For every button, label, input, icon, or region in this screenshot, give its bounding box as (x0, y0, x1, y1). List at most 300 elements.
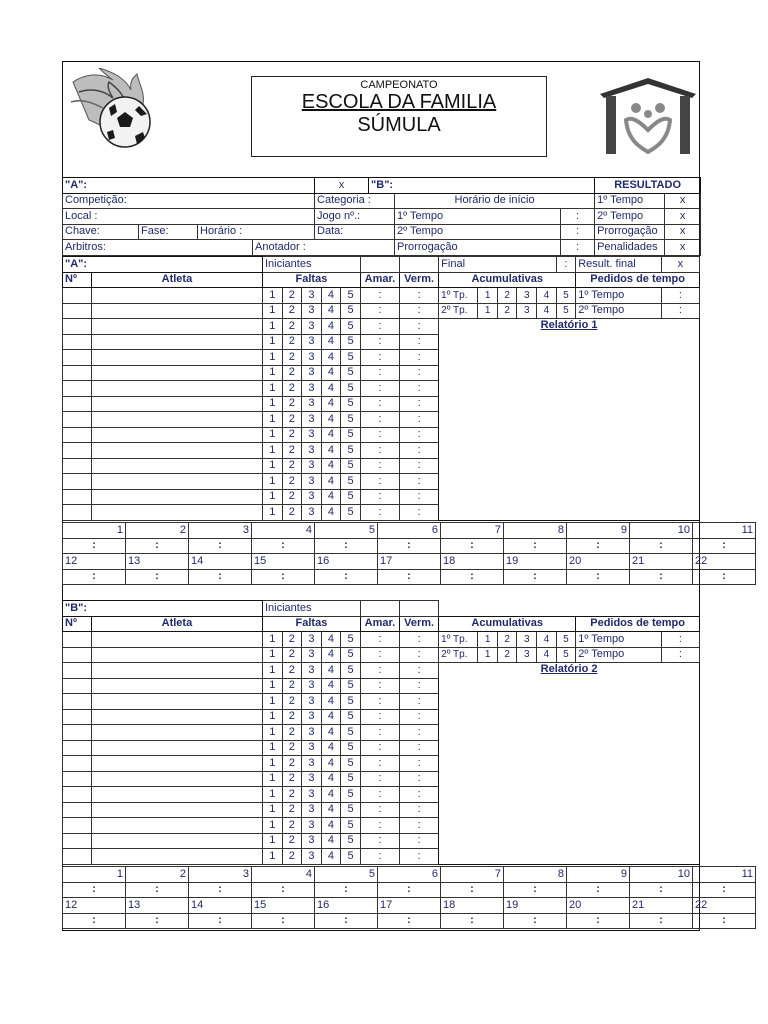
foul-2-cell[interactable]: 2 (282, 350, 302, 366)
amarelo-cell[interactable]: : (360, 505, 399, 521)
iniciantes-verm-cell[interactable] (400, 257, 439, 273)
foul-2-cell[interactable]: 2 (282, 756, 302, 772)
score-time-cell[interactable]: : (126, 569, 189, 585)
amarelo-cell[interactable]: : (360, 849, 399, 865)
acc-4-cell[interactable]: 4 (537, 303, 557, 319)
score-time-cell[interactable]: : (504, 913, 567, 929)
foul-5-cell[interactable]: 5 (341, 756, 361, 772)
foul-2-cell[interactable]: 2 (282, 505, 302, 521)
foul-4-cell[interactable]: 4 (321, 381, 341, 397)
foul-2-cell[interactable]: 2 (282, 709, 302, 725)
vermelho-cell[interactable]: : (400, 350, 439, 366)
athlete-number-cell[interactable] (63, 632, 92, 648)
result-3-x[interactable]: x (665, 224, 701, 240)
athlete-number-cell[interactable] (63, 771, 92, 787)
relatorio-box[interactable] (439, 663, 700, 865)
foul-5-cell[interactable]: 5 (341, 505, 361, 521)
athlete-name-cell[interactable] (91, 632, 262, 648)
foul-1-cell[interactable]: 1 (262, 849, 282, 865)
vermelho-cell[interactable]: : (400, 709, 439, 725)
athlete-number-cell[interactable] (63, 709, 92, 725)
athlete-number-cell[interactable] (63, 818, 92, 834)
foul-3-cell[interactable]: 3 (302, 818, 322, 834)
foul-1-cell[interactable]: 1 (262, 427, 282, 443)
foul-3-cell[interactable]: 3 (302, 396, 322, 412)
foul-5-cell[interactable]: 5 (341, 694, 361, 710)
score-time-cell[interactable]: : (567, 913, 630, 929)
foul-2-cell[interactable]: 2 (282, 443, 302, 459)
foul-3-cell[interactable]: 3 (302, 849, 322, 865)
foul-5-cell[interactable]: 5 (341, 632, 361, 648)
foul-4-cell[interactable]: 4 (321, 771, 341, 787)
athlete-number-cell[interactable] (63, 694, 92, 710)
acc-2-cell[interactable]: 2 (497, 303, 517, 319)
athlete-name-cell[interactable] (91, 694, 262, 710)
team-b-field[interactable]: "B": (369, 178, 595, 194)
athlete-name-cell[interactable] (91, 303, 262, 319)
vermelho-cell[interactable]: : (400, 632, 439, 648)
score-time-cell[interactable]: : (315, 882, 378, 898)
foul-5-cell[interactable]: 5 (341, 489, 361, 505)
athlete-number-cell[interactable] (63, 833, 92, 849)
team-a-field[interactable]: "A": (63, 178, 315, 194)
score-time-cell[interactable]: : (63, 538, 126, 554)
athlete-name-cell[interactable] (91, 396, 262, 412)
acc-1-cell[interactable]: 1 (478, 303, 498, 319)
score-time-cell[interactable]: : (378, 569, 441, 585)
foul-5-cell[interactable]: 5 (341, 412, 361, 428)
athlete-name-cell[interactable] (91, 350, 262, 366)
foul-4-cell[interactable]: 4 (321, 849, 341, 865)
athlete-number-cell[interactable] (63, 303, 92, 319)
amarelo-cell[interactable]: : (360, 663, 399, 679)
horario-field[interactable]: Horário : (198, 224, 315, 240)
foul-5-cell[interactable]: 5 (341, 833, 361, 849)
foul-3-cell[interactable]: 3 (302, 632, 322, 648)
acc-3-cell[interactable]: 3 (517, 647, 537, 663)
foul-3-cell[interactable]: 3 (302, 663, 322, 679)
score-time-cell[interactable]: : (252, 882, 315, 898)
amarelo-cell[interactable]: : (360, 458, 399, 474)
athlete-name-cell[interactable] (91, 443, 262, 459)
foul-2-cell[interactable]: 2 (282, 489, 302, 505)
foul-2-cell[interactable]: 2 (282, 319, 302, 335)
amarelo-cell[interactable]: : (360, 288, 399, 304)
amarelo-cell[interactable]: : (360, 334, 399, 350)
score-time-cell[interactable]: : (630, 882, 693, 898)
athlete-name-cell[interactable] (91, 849, 262, 865)
foul-5-cell[interactable]: 5 (341, 678, 361, 694)
foul-3-cell[interactable]: 3 (302, 802, 322, 818)
score-time-cell[interactable]: : (378, 913, 441, 929)
score-time-cell[interactable]: : (126, 913, 189, 929)
score-time-cell[interactable]: : (315, 913, 378, 929)
foul-4-cell[interactable]: 4 (321, 303, 341, 319)
athlete-name-cell[interactable] (91, 833, 262, 849)
vermelho-cell[interactable]: : (400, 396, 439, 412)
amarelo-cell[interactable]: : (360, 381, 399, 397)
acc-5-cell[interactable]: 5 (556, 303, 576, 319)
foul-4-cell[interactable]: 4 (321, 474, 341, 490)
foul-4-cell[interactable]: 4 (321, 505, 341, 521)
local-field[interactable]: Local : (63, 209, 315, 225)
acc-1-cell[interactable]: 1 (478, 647, 498, 663)
score-time-cell[interactable]: : (693, 882, 756, 898)
foul-1-cell[interactable]: 1 (262, 802, 282, 818)
foul-3-cell[interactable]: 3 (302, 505, 322, 521)
foul-3-cell[interactable]: 3 (302, 412, 322, 428)
foul-3-cell[interactable]: 3 (302, 709, 322, 725)
foul-5-cell[interactable]: 5 (341, 771, 361, 787)
acc-5-cell[interactable]: 5 (556, 632, 576, 648)
amarelo-cell[interactable]: : (360, 632, 399, 648)
final-colon[interactable]: : (556, 257, 576, 273)
athlete-number-cell[interactable] (63, 740, 92, 756)
vermelho-cell[interactable]: : (400, 474, 439, 490)
foul-3-cell[interactable]: 3 (302, 350, 322, 366)
foul-2-cell[interactable]: 2 (282, 771, 302, 787)
vermelho-cell[interactable]: : (400, 678, 439, 694)
foul-4-cell[interactable]: 4 (321, 663, 341, 679)
foul-1-cell[interactable]: 1 (262, 647, 282, 663)
foul-4-cell[interactable]: 4 (321, 632, 341, 648)
score-time-cell[interactable]: : (567, 882, 630, 898)
foul-5-cell[interactable]: 5 (341, 818, 361, 834)
foul-1-cell[interactable]: 1 (262, 458, 282, 474)
athlete-number-cell[interactable] (63, 489, 92, 505)
athlete-name-cell[interactable] (91, 740, 262, 756)
amarelo-cell[interactable]: : (360, 771, 399, 787)
foul-4-cell[interactable]: 4 (321, 678, 341, 694)
vermelho-cell[interactable]: : (400, 663, 439, 679)
foul-5-cell[interactable]: 5 (341, 396, 361, 412)
athlete-number-cell[interactable] (63, 443, 92, 459)
period-3-colon[interactable]: : (561, 240, 595, 256)
foul-3-cell[interactable]: 3 (302, 489, 322, 505)
athlete-name-cell[interactable] (91, 771, 262, 787)
athlete-name-cell[interactable] (91, 647, 262, 663)
foul-2-cell[interactable]: 2 (282, 787, 302, 803)
score-time-cell[interactable]: : (693, 538, 756, 554)
amarelo-cell[interactable]: : (360, 443, 399, 459)
athlete-number-cell[interactable] (63, 288, 92, 304)
foul-2-cell[interactable]: 2 (282, 647, 302, 663)
foul-4-cell[interactable]: 4 (321, 427, 341, 443)
athlete-name-cell[interactable] (91, 756, 262, 772)
foul-1-cell[interactable]: 1 (262, 474, 282, 490)
athlete-number-cell[interactable] (63, 678, 92, 694)
vermelho-cell[interactable]: : (400, 818, 439, 834)
foul-1-cell[interactable]: 1 (262, 505, 282, 521)
foul-1-cell[interactable]: 1 (262, 396, 282, 412)
score-time-cell[interactable]: : (252, 569, 315, 585)
foul-4-cell[interactable]: 4 (321, 288, 341, 304)
score-time-cell[interactable]: : (315, 538, 378, 554)
foul-2-cell[interactable]: 2 (282, 303, 302, 319)
vermelho-cell[interactable]: : (400, 458, 439, 474)
foul-3-cell[interactable]: 3 (302, 740, 322, 756)
foul-3-cell[interactable]: 3 (302, 334, 322, 350)
amarelo-cell[interactable]: : (360, 740, 399, 756)
foul-5-cell[interactable]: 5 (341, 319, 361, 335)
foul-2-cell[interactable]: 2 (282, 474, 302, 490)
foul-5-cell[interactable]: 5 (341, 849, 361, 865)
foul-4-cell[interactable]: 4 (321, 725, 341, 741)
amarelo-cell[interactable]: : (360, 303, 399, 319)
vermelho-cell[interactable]: : (400, 647, 439, 663)
athlete-name-cell[interactable] (91, 678, 262, 694)
amarelo-cell[interactable]: : (360, 396, 399, 412)
acc-4-cell[interactable]: 4 (537, 632, 557, 648)
foul-5-cell[interactable]: 5 (341, 663, 361, 679)
athlete-name-cell[interactable] (91, 663, 262, 679)
foul-4-cell[interactable]: 4 (321, 412, 341, 428)
foul-5-cell[interactable]: 5 (341, 458, 361, 474)
score-time-cell[interactable]: : (189, 569, 252, 585)
athlete-name-cell[interactable] (91, 818, 262, 834)
foul-5-cell[interactable]: 5 (341, 647, 361, 663)
amarelo-cell[interactable]: : (360, 725, 399, 741)
foul-3-cell[interactable]: 3 (302, 833, 322, 849)
foul-3-cell[interactable]: 3 (302, 474, 322, 490)
vermelho-cell[interactable]: : (400, 505, 439, 521)
foul-2-cell[interactable]: 2 (282, 396, 302, 412)
athlete-number-cell[interactable] (63, 849, 92, 865)
result-1-x[interactable]: x (665, 193, 701, 209)
athlete-number-cell[interactable] (63, 505, 92, 521)
foul-1-cell[interactable]: 1 (262, 319, 282, 335)
athlete-number-cell[interactable] (63, 458, 92, 474)
fase-field[interactable]: Fase: (139, 224, 198, 240)
amarelo-cell[interactable]: : (360, 427, 399, 443)
foul-4-cell[interactable]: 4 (321, 833, 341, 849)
amarelo-cell[interactable]: : (360, 787, 399, 803)
foul-1-cell[interactable]: 1 (262, 303, 282, 319)
athlete-name-cell[interactable] (91, 474, 262, 490)
foul-2-cell[interactable]: 2 (282, 849, 302, 865)
foul-3-cell[interactable]: 3 (302, 443, 322, 459)
foul-5-cell[interactable]: 5 (341, 787, 361, 803)
score-time-cell[interactable]: : (126, 538, 189, 554)
foul-3-cell[interactable]: 3 (302, 725, 322, 741)
athlete-number-cell[interactable] (63, 334, 92, 350)
vermelho-cell[interactable]: : (400, 334, 439, 350)
foul-5-cell[interactable]: 5 (341, 725, 361, 741)
score-time-cell[interactable]: : (252, 913, 315, 929)
acc-2-cell[interactable]: 2 (497, 647, 517, 663)
foul-4-cell[interactable]: 4 (321, 787, 341, 803)
athlete-number-cell[interactable] (63, 474, 92, 490)
foul-2-cell[interactable]: 2 (282, 334, 302, 350)
amarelo-cell[interactable]: : (360, 647, 399, 663)
athlete-name-cell[interactable] (91, 802, 262, 818)
vermelho-cell[interactable]: : (400, 771, 439, 787)
foul-1-cell[interactable]: 1 (262, 412, 282, 428)
iniciantes-verm-cell[interactable] (400, 601, 439, 617)
score-time-cell[interactable]: : (441, 913, 504, 929)
athlete-name-cell[interactable] (91, 381, 262, 397)
result-4-x[interactable]: x (665, 240, 701, 256)
acc-3-cell[interactable]: 3 (517, 632, 537, 648)
foul-5-cell[interactable]: 5 (341, 334, 361, 350)
relatorio-box[interactable] (439, 319, 700, 521)
foul-4-cell[interactable]: 4 (321, 802, 341, 818)
amarelo-cell[interactable]: : (360, 365, 399, 381)
foul-1-cell[interactable]: 1 (262, 833, 282, 849)
foul-5-cell[interactable]: 5 (341, 740, 361, 756)
athlete-name-cell[interactable] (91, 709, 262, 725)
foul-1-cell[interactable]: 1 (262, 632, 282, 648)
foul-3-cell[interactable]: 3 (302, 787, 322, 803)
foul-2-cell[interactable]: 2 (282, 663, 302, 679)
score-time-cell[interactable]: : (693, 569, 756, 585)
foul-3-cell[interactable]: 3 (302, 303, 322, 319)
foul-3-cell[interactable]: 3 (302, 365, 322, 381)
result-2-x[interactable]: x (665, 209, 701, 225)
foul-4-cell[interactable]: 4 (321, 350, 341, 366)
foul-5-cell[interactable]: 5 (341, 802, 361, 818)
athlete-number-cell[interactable] (63, 647, 92, 663)
foul-4-cell[interactable]: 4 (321, 694, 341, 710)
acc-1-cell[interactable]: 1 (478, 632, 498, 648)
anotador-field[interactable]: Anotador : (253, 240, 395, 256)
amarelo-cell[interactable]: : (360, 412, 399, 428)
athlete-name-cell[interactable] (91, 319, 262, 335)
score-time-cell[interactable]: : (189, 882, 252, 898)
vermelho-cell[interactable]: : (400, 787, 439, 803)
athlete-number-cell[interactable] (63, 396, 92, 412)
foul-2-cell[interactable]: 2 (282, 678, 302, 694)
foul-1-cell[interactable]: 1 (262, 334, 282, 350)
vermelho-cell[interactable]: : (400, 802, 439, 818)
foul-5-cell[interactable]: 5 (341, 381, 361, 397)
foul-4-cell[interactable]: 4 (321, 647, 341, 663)
foul-1-cell[interactable]: 1 (262, 350, 282, 366)
athlete-name-cell[interactable] (91, 489, 262, 505)
athlete-name-cell[interactable] (91, 725, 262, 741)
foul-5-cell[interactable]: 5 (341, 474, 361, 490)
foul-1-cell[interactable]: 1 (262, 489, 282, 505)
foul-3-cell[interactable]: 3 (302, 771, 322, 787)
athlete-name-cell[interactable] (91, 458, 262, 474)
acc-2-cell[interactable]: 2 (497, 288, 517, 304)
score-time-cell[interactable]: : (441, 882, 504, 898)
foul-3-cell[interactable]: 3 (302, 288, 322, 304)
score-time-cell[interactable]: : (189, 913, 252, 929)
foul-1-cell[interactable]: 1 (262, 771, 282, 787)
foul-1-cell[interactable]: 1 (262, 381, 282, 397)
vermelho-cell[interactable]: : (400, 694, 439, 710)
athlete-name-cell[interactable] (91, 412, 262, 428)
foul-5-cell[interactable]: 5 (341, 303, 361, 319)
period-2-colon[interactable]: : (561, 224, 595, 240)
foul-1-cell[interactable]: 1 (262, 288, 282, 304)
score-time-cell[interactable]: : (441, 538, 504, 554)
athlete-number-cell[interactable] (63, 365, 92, 381)
foul-1-cell[interactable]: 1 (262, 694, 282, 710)
athlete-number-cell[interactable] (63, 427, 92, 443)
amarelo-cell[interactable]: : (360, 678, 399, 694)
athlete-number-cell[interactable] (63, 319, 92, 335)
acc-3-cell[interactable]: 3 (517, 303, 537, 319)
score-time-cell[interactable]: : (567, 569, 630, 585)
foul-1-cell[interactable]: 1 (262, 787, 282, 803)
chave-field[interactable]: Chave: (63, 224, 139, 240)
foul-3-cell[interactable]: 3 (302, 427, 322, 443)
foul-4-cell[interactable]: 4 (321, 365, 341, 381)
athlete-name-cell[interactable] (91, 505, 262, 521)
score-time-cell[interactable]: : (378, 538, 441, 554)
foul-2-cell[interactable]: 2 (282, 818, 302, 834)
vermelho-cell[interactable]: : (400, 381, 439, 397)
vermelho-cell[interactable]: : (400, 849, 439, 865)
score-time-cell[interactable]: : (378, 882, 441, 898)
pedido-colon[interactable]: : (661, 632, 699, 648)
amarelo-cell[interactable]: : (360, 833, 399, 849)
foul-1-cell[interactable]: 1 (262, 818, 282, 834)
foul-4-cell[interactable]: 4 (321, 443, 341, 459)
foul-1-cell[interactable]: 1 (262, 678, 282, 694)
foul-1-cell[interactable]: 1 (262, 740, 282, 756)
vermelho-cell[interactable]: : (400, 725, 439, 741)
vermelho-cell[interactable]: : (400, 427, 439, 443)
foul-1-cell[interactable]: 1 (262, 756, 282, 772)
athlete-name-cell[interactable] (91, 365, 262, 381)
foul-4-cell[interactable]: 4 (321, 740, 341, 756)
iniciantes-amar-cell[interactable] (360, 257, 399, 273)
foul-2-cell[interactable]: 2 (282, 365, 302, 381)
foul-2-cell[interactable]: 2 (282, 632, 302, 648)
score-time-cell[interactable]: : (504, 538, 567, 554)
foul-2-cell[interactable]: 2 (282, 288, 302, 304)
vermelho-cell[interactable]: : (400, 489, 439, 505)
team-field[interactable]: "A": (63, 257, 263, 273)
foul-4-cell[interactable]: 4 (321, 818, 341, 834)
jogo-field[interactable]: Jogo nº.: (315, 209, 395, 225)
acc-4-cell[interactable]: 4 (537, 647, 557, 663)
foul-2-cell[interactable]: 2 (282, 427, 302, 443)
foul-5-cell[interactable]: 5 (341, 427, 361, 443)
foul-2-cell[interactable]: 2 (282, 694, 302, 710)
categoria-field[interactable]: Categoria : (315, 193, 395, 209)
vermelho-cell[interactable]: : (400, 365, 439, 381)
score-time-cell[interactable]: : (693, 913, 756, 929)
athlete-number-cell[interactable] (63, 725, 92, 741)
amarelo-cell[interactable]: : (360, 319, 399, 335)
vermelho-cell[interactable]: : (400, 740, 439, 756)
foul-4-cell[interactable]: 4 (321, 756, 341, 772)
foul-3-cell[interactable]: 3 (302, 381, 322, 397)
foul-3-cell[interactable]: 3 (302, 756, 322, 772)
athlete-number-cell[interactable] (63, 787, 92, 803)
data-field[interactable]: Data: (315, 224, 395, 240)
amarelo-cell[interactable]: : (360, 474, 399, 490)
foul-3-cell[interactable]: 3 (302, 458, 322, 474)
acc-5-cell[interactable]: 5 (556, 647, 576, 663)
score-time-cell[interactable]: : (630, 538, 693, 554)
acc-1-cell[interactable]: 1 (478, 288, 498, 304)
foul-4-cell[interactable]: 4 (321, 319, 341, 335)
score-time-cell[interactable]: : (63, 913, 126, 929)
acc-3-cell[interactable]: 3 (517, 288, 537, 304)
foul-5-cell[interactable]: 5 (341, 350, 361, 366)
foul-4-cell[interactable]: 4 (321, 709, 341, 725)
score-time-cell[interactable]: : (252, 538, 315, 554)
athlete-number-cell[interactable] (63, 381, 92, 397)
score-time-cell[interactable]: : (189, 538, 252, 554)
iniciantes-amar-cell[interactable] (360, 601, 399, 617)
amarelo-cell[interactable]: : (360, 818, 399, 834)
